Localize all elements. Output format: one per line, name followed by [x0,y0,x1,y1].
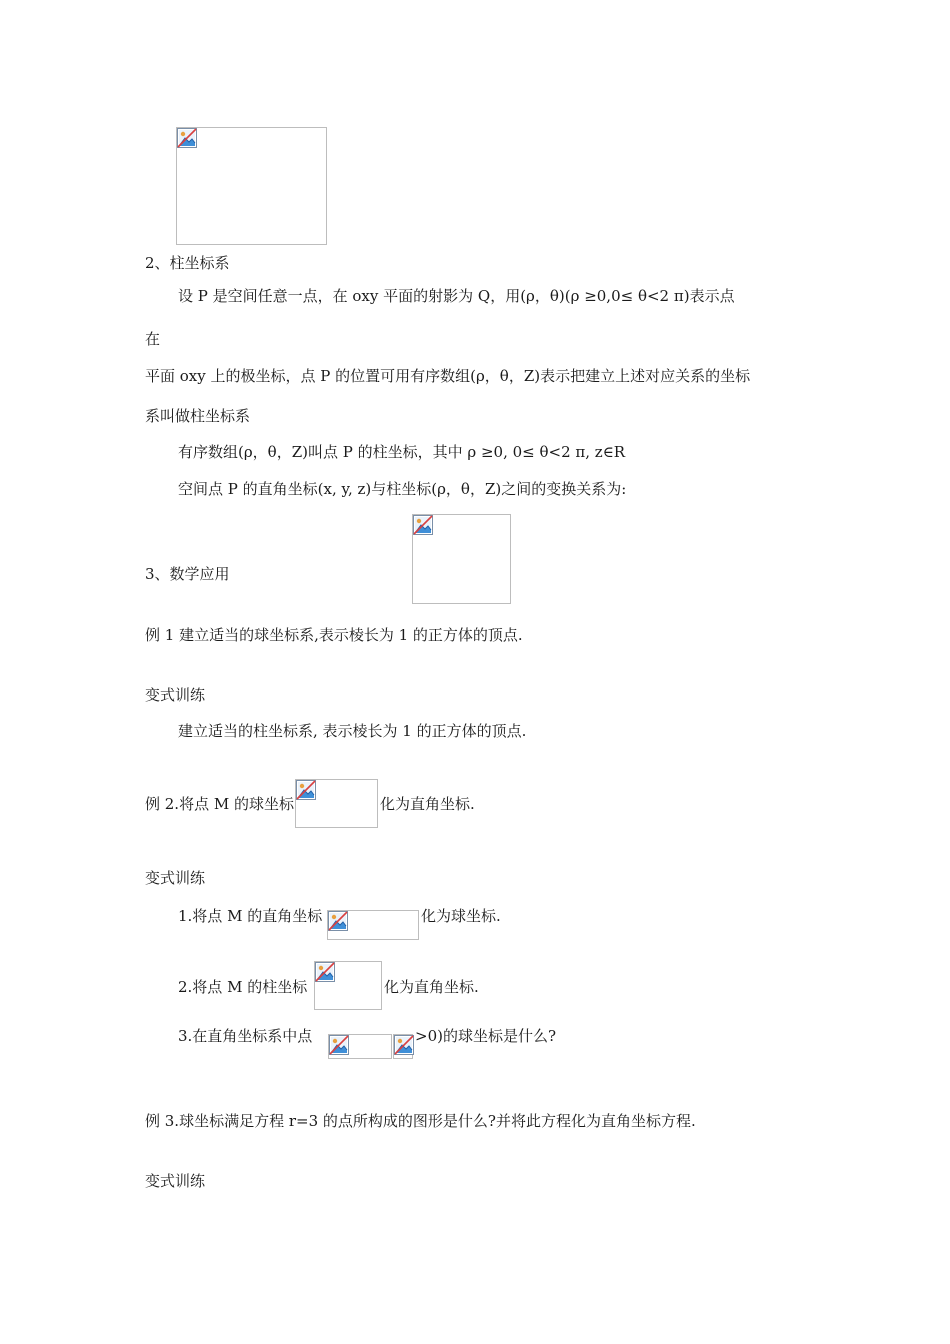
paragraph-transform-relation: 空间点 P 的直角坐标(x, y, z)与柱坐标(ρ，θ，Z)之间的变换关系为: [178,480,627,498]
variant-training-title-2: 变式训练 [145,869,206,887]
formula-image-example2 [295,779,378,828]
broken-image-icon [177,128,197,148]
broken-image-icon [394,1035,414,1055]
section-heading-cylindrical: 2、柱坐标系 [145,254,230,272]
paragraph-cylindrical-definition-line2: 在 [145,330,161,348]
example-2-after: 化为直角坐标. [380,795,475,813]
paragraph-polar-line1: 平面 oxy 上的极坐标，点 P 的位置可用有序数组(ρ，θ，Z)表示把建立上述对应关系的坐标 [145,367,751,385]
variant-2-item-3-before: 3.在直角坐标系中点 [178,1027,313,1045]
broken-image-icon [315,962,335,982]
example-2-before: 例 2.将点 M 的球坐标 [145,795,294,813]
variant-training-title-3: 变式训练 [145,1172,206,1190]
broken-image-icon [329,1035,349,1055]
variant-2-item-2-after: 化为直角坐标. [384,978,479,996]
formula-image-v2-item3a [328,1034,392,1059]
paragraph-cylindrical-definition-line1: 设 P 是空间任意一点，在 oxy 平面的射影为 Q，用(ρ，θ)(ρ ≥0,0≤ θ<2 π)表示点 [178,287,735,305]
variant-1-text: 建立适当的柱坐标系, 表示棱长为 1 的正方体的顶点. [178,722,527,740]
paragraph-polar-line2: 系叫做柱坐标系 [145,407,251,425]
variant-training-title-1: 变式训练 [145,686,206,704]
broken-image-icon [328,911,348,931]
formula-image-transform [412,514,511,604]
paragraph-ordered-tuple: 有序数组(ρ，θ，Z)叫点 P 的柱坐标，其中 ρ ≥0, 0≤ θ<2 π, z∈R [178,443,626,461]
broken-image-icon [413,515,433,535]
formula-image-v2-item1 [327,910,419,940]
broken-image-icon [296,780,316,800]
variant-2-item-1-before: 1.将点 M 的直角坐标 [178,907,323,925]
example-3: 例 3.球坐标满足方程 r=3 的点所构成的图形是什么?并将此方程化为直角坐标方程. [145,1112,696,1130]
variant-2-item-2-before: 2.将点 M 的柱坐标 [178,978,308,996]
figure-spherical-coordinates [176,127,327,245]
formula-image-v2-item3b [393,1034,413,1059]
variant-2-item-1-after: 化为球坐标. [421,907,501,925]
variant-2-item-3-after: >0)的球坐标是什么? [415,1027,557,1045]
formula-image-v2-item2 [314,961,382,1010]
section-heading-applications: 3、数学应用 [145,565,230,583]
example-1: 例 1 建立适当的球坐标系,表示棱长为 1 的正方体的顶点. [145,626,523,644]
